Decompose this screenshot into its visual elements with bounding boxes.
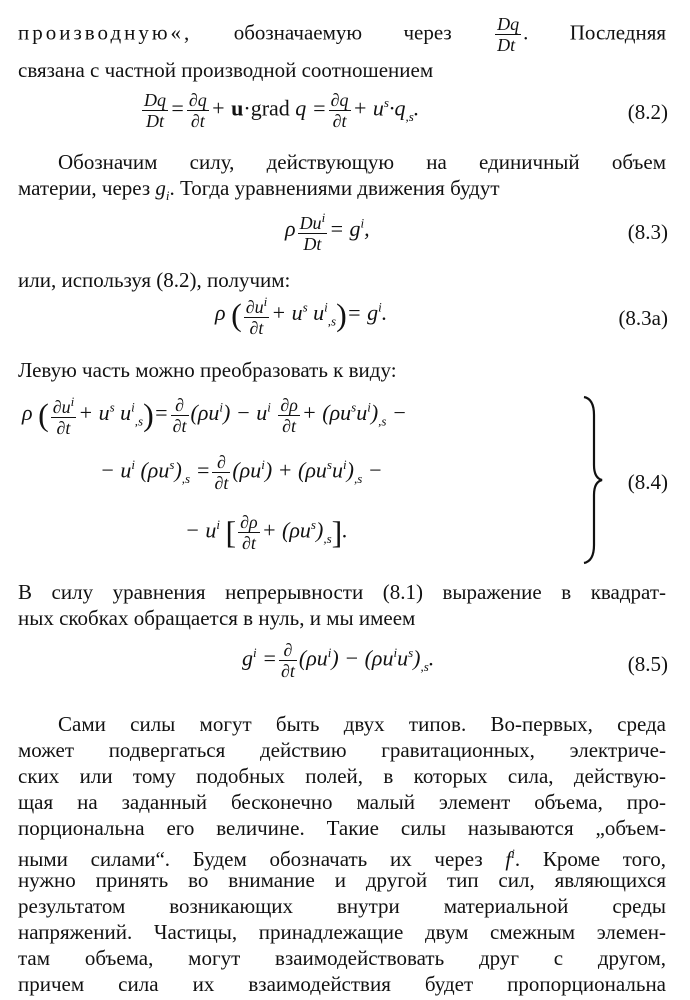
fraction-Dq-Dt: $\frac{Dq}{Dt}$ [497,14,520,55]
text-line-10: может подвергаться действию гравитационных, электриче- [18,738,666,762]
text-line-19: причем сила их взаимодействия будет пропорциональна [18,972,666,996]
equation-8-3: ρ $\frac{Du^i}{Dt}$ = $g^i$, [285,210,370,254]
text-line-4: материи, через $g_i$. Тогда уравнениями движения будут [18,176,500,204]
equation-8-4-line-2: − $u^i$ $(\rho u^s)_{,s}$ = $\frac{\partial}{\partial t}$ $(\rho u^i) + (\rho u^su^i)_{,s}$ − [100,452,383,493]
text-line-7: В силу уравнения непрерывности (8.1) выражение в квадрат- [18,580,666,604]
text-line-17: напряжений. Частицы, принадлежащие двум смежным элемен- [18,920,666,944]
text-line-11: ских или тому подобных полей, в которых сила, действую- [18,764,666,788]
text-line-15: нужно принять во внимание и другой тип сил, являющихся [18,868,666,892]
text-line-2: связана с частной производной соотношением [18,58,434,82]
right-brace [582,395,604,565]
text-line-9: Сами силы могут быть двух типов. Во-первых, среда [58,712,666,736]
equation-number: (8.2) [627,100,668,124]
text-fragment: Последняя [569,20,667,45]
equation-8-4-line-1: ρ ( $\frac{\partial u^i}{\partial t}$ + $u^s$ $u^i_{,s})=$ $\frac{\partial}{\partial t}$ $(\rho u^i) - u^i$ $\frac{\partial\rho}{\partial t}$ + $(\rho u^su^i)_{,s}$ − [22,394,407,438]
text-line-12: щая на заданный бесконечно малый элемент объема, про- [18,790,666,814]
equation-number: (8.5) [627,652,668,676]
text-line-18: там объема, могут взаимодействовать друг с другом, [18,946,666,970]
text-line-1: производную«, обозначаемую через $\frac{Dq}{Dt}$ . Последняя [18,14,667,55]
equation-number: (8.4) [627,470,668,494]
equation-number: (8.3а) [618,306,668,330]
equation-8-4-line-3: − $u^i$ [ $\frac{\partial\rho}{\partial t}$ + $(\rho u^s)_{,s}$]. [185,512,348,553]
text-line-14: ными силами“. Будем обозначать их через $f^i$. Кроме того, [18,846,667,871]
equation-8-3a: ρ ( $\frac{\partial u^i}{\partial t}$ + $u^s$ $u^i_{,s})= g^i$. [215,294,388,338]
equation-8-5: $g^i$ = $\frac{\partial}{\partial t}$ $(\rho u^i) - (\rho u^iu^s)_{,s}$. [242,640,435,681]
text-line-13: порциональна его величине. Такие силы называются „объем- [18,816,666,840]
text-line-8: ных скобках обращается в нуль, и мы имеем [18,606,416,630]
text-line-16: результатом возникающих внутри материальной среды [18,894,666,918]
text-line-6: Левую часть можно преобразовать к виду: [18,358,397,382]
text-line-5: или, используя (8.2), получим: [18,268,291,292]
text-line-3: Обозначим силу, действующую на единичный объем [58,150,666,174]
equation-8-2: $\frac{Dq}{Dt}$ = $\frac{\partial q}{\partial t}$ + u·grad q = $\frac{\partial q}{\partial t}$ + $u^s\cdot q_{,s}$. [144,90,420,131]
text-fragment: обозначаемую через [233,20,452,45]
equation-number: (8.3) [627,220,668,244]
spaced-word: производную«, [18,20,193,45]
